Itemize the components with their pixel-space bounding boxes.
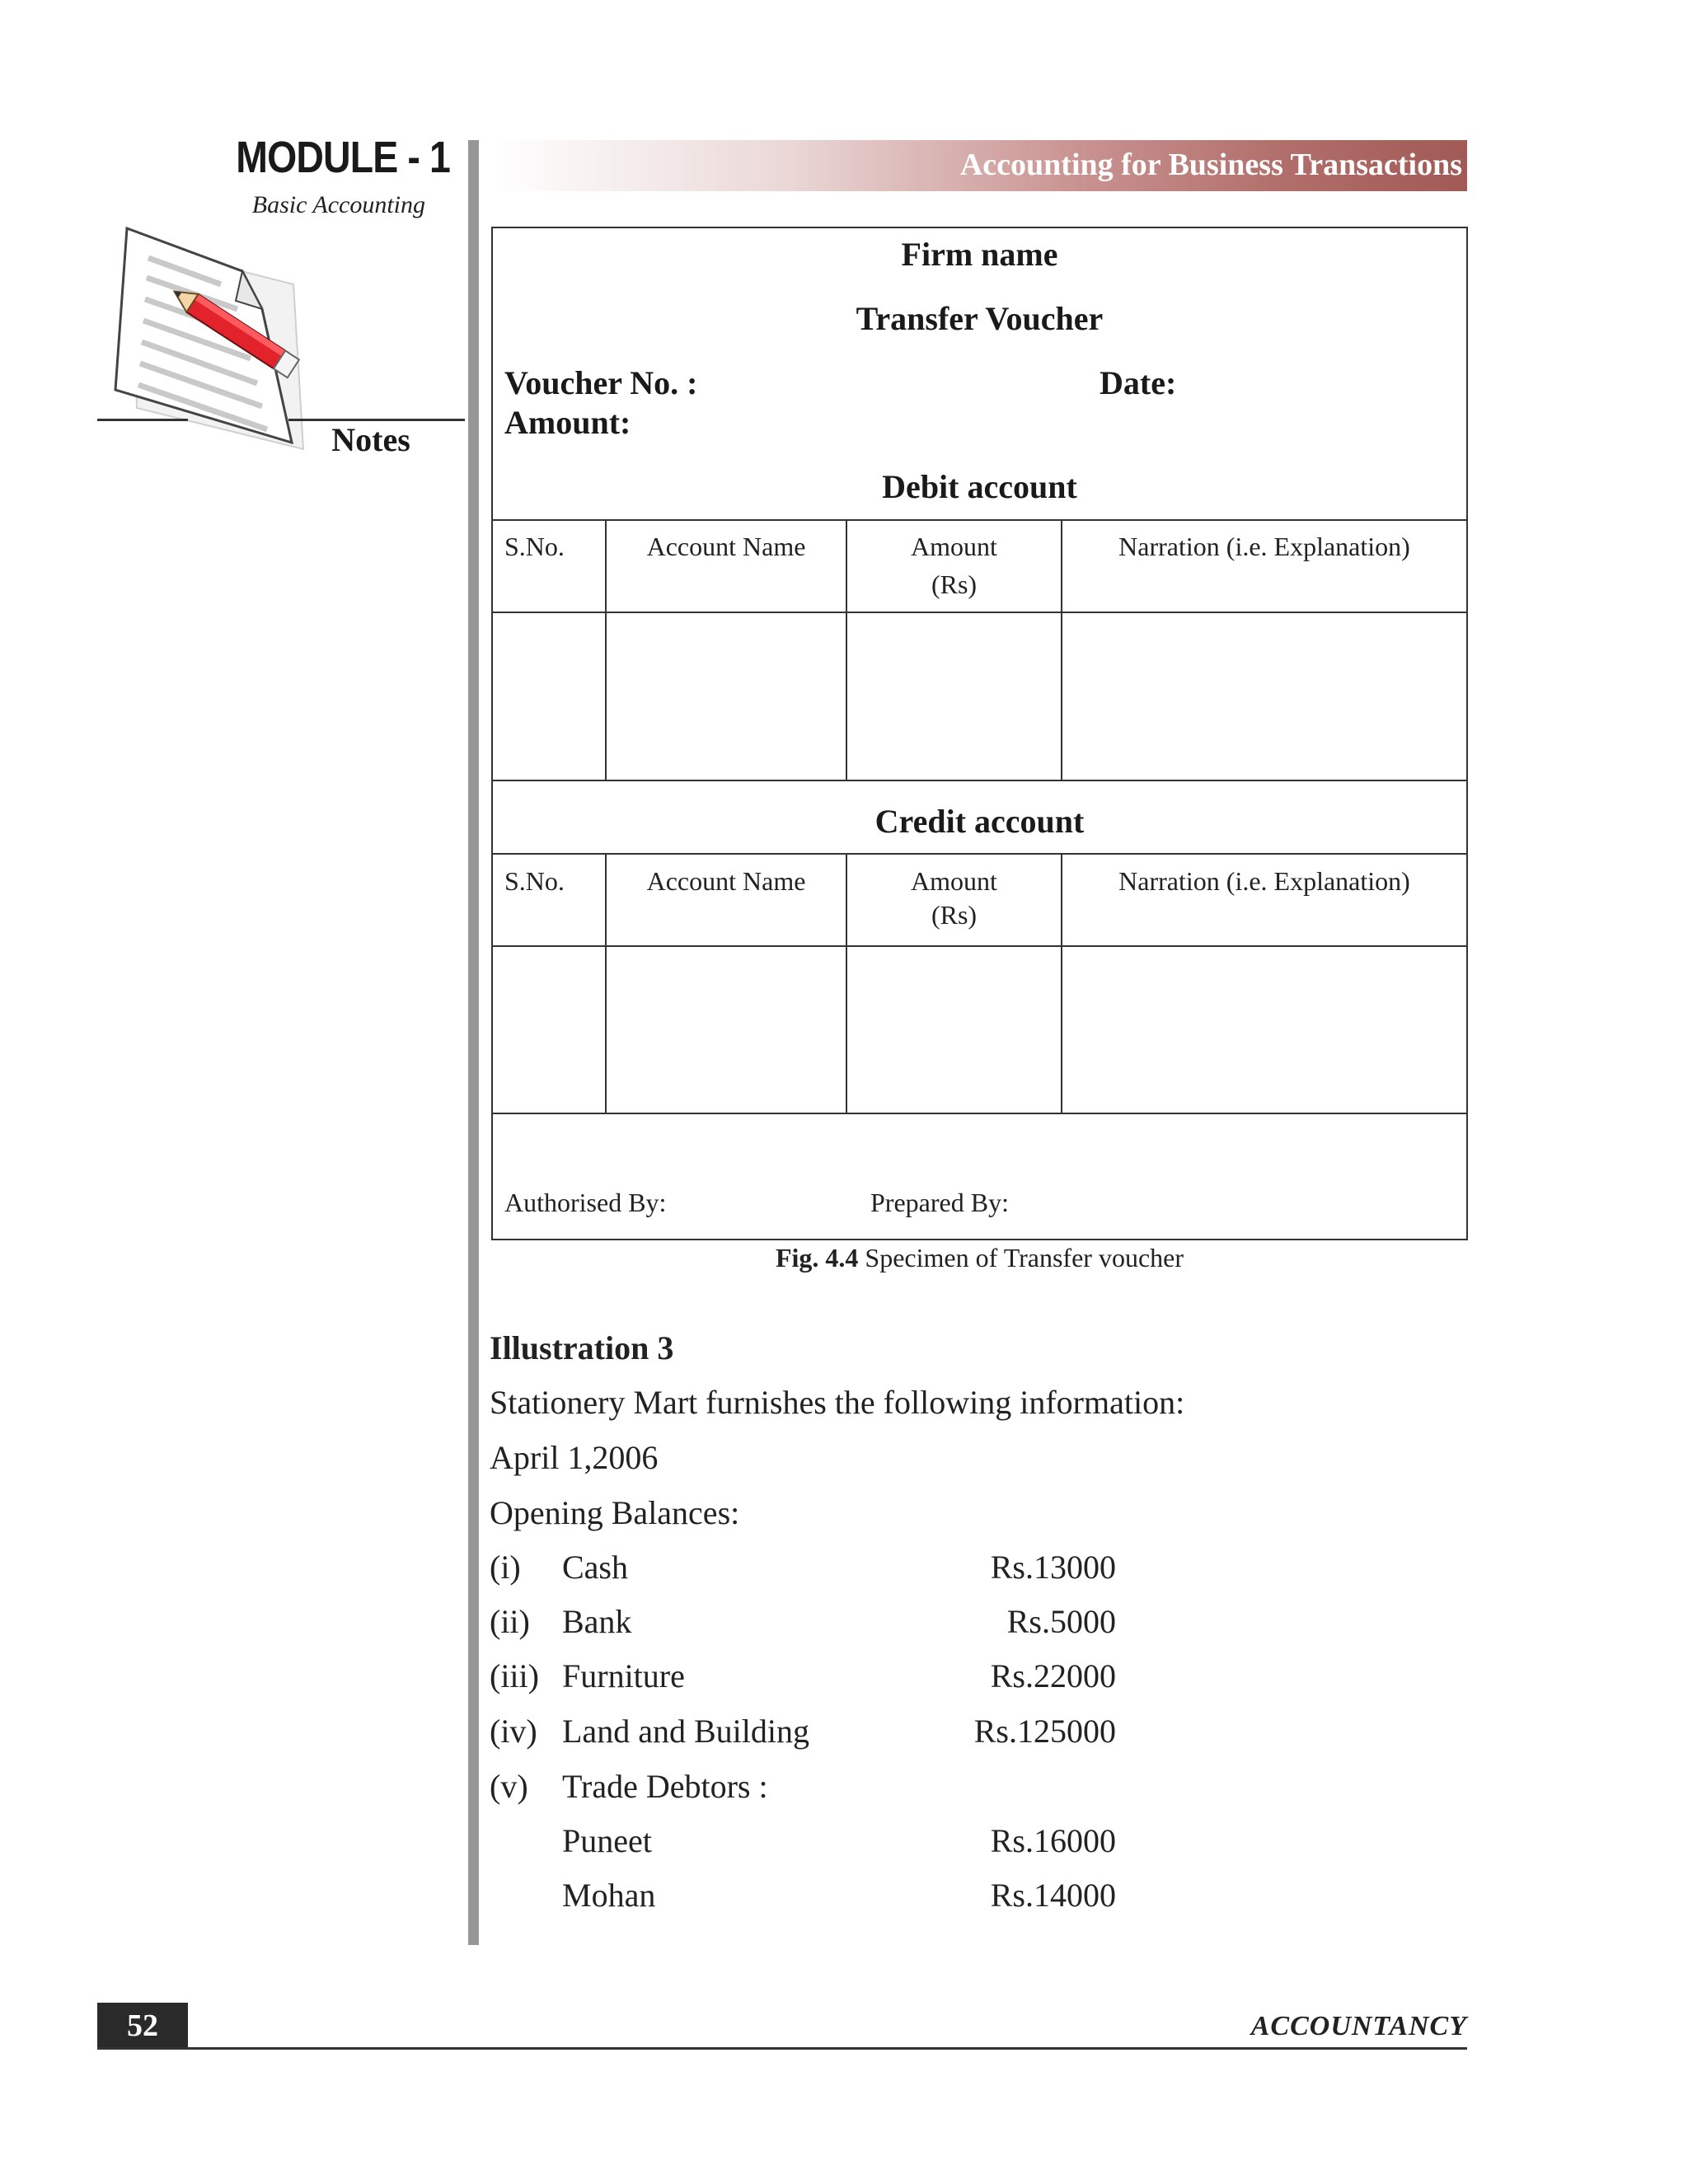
list-item <box>490 1821 1116 1863</box>
balance-label: Cash <box>562 1549 628 1586</box>
balance-number: (iv) <box>490 1713 537 1750</box>
list-item <box>490 1767 1116 1808</box>
figure-number: Fig. 4.4 <box>775 1243 859 1272</box>
firm-name: Firm name <box>901 236 1058 273</box>
margin-divider <box>468 140 479 1945</box>
illustration-intro: Stationery Mart furnishes the following information: <box>490 1384 1185 1421</box>
footer-rule <box>97 2047 1467 2050</box>
page-number: 52 <box>97 2003 188 2049</box>
balance-label: Mohan <box>562 1877 656 1914</box>
credit-col-amount-unit: (Rs) <box>931 900 978 930</box>
balance-label: Furniture <box>562 1657 685 1694</box>
date-label: Date: <box>1100 364 1177 401</box>
notes-label: Notes <box>331 421 410 458</box>
module-title: MODULE - 1 <box>236 133 450 182</box>
debit-bottom-rule <box>493 780 1466 781</box>
debit-col-amount: Amount <box>911 532 997 561</box>
illustration-title: Illustration 3 <box>490 1329 674 1366</box>
balance-number: (iii) <box>490 1657 539 1694</box>
list-item <box>490 1657 1116 1698</box>
balance-label: Land and Building <box>562 1713 809 1750</box>
credit-account-heading: Credit account <box>874 803 1085 840</box>
balance-amount: Rs.16000 <box>990 1822 1116 1859</box>
transfer-voucher-form <box>491 227 1468 1240</box>
notes-pencil-icon <box>97 218 312 457</box>
amount-label: Amount: <box>504 404 631 441</box>
opening-balances-label: Opening Balances: <box>490 1494 740 1531</box>
list-item <box>490 1548 1116 1589</box>
balance-amount: Rs.125000 <box>973 1713 1116 1750</box>
balance-amount: Rs.5000 <box>1006 1603 1116 1640</box>
prepared-by-label: Prepared By: <box>870 1188 1009 1217</box>
debit-col-account-name: Account Name <box>646 532 806 561</box>
debit-top-rule <box>493 519 1466 521</box>
figure-caption-text: Specimen of Transfer voucher <box>865 1243 1184 1272</box>
voucher-no-label: Voucher No. : <box>504 364 698 401</box>
footer-subject: ACCOUNTANCY <box>1250 2011 1467 2041</box>
module-subtitle: Basic Accounting <box>251 191 425 218</box>
illustration-date: April 1,2006 <box>490 1439 659 1476</box>
balance-label: Bank <box>562 1603 632 1640</box>
credit-header-rule <box>493 945 1466 947</box>
balance-amount: Rs.13000 <box>990 1549 1116 1586</box>
voucher-title: Transfer Voucher <box>856 300 1104 337</box>
credit-col-sno: S.No. <box>504 866 565 896</box>
credit-col-narration: Narration (i.e. Explanation) <box>1118 866 1410 896</box>
list-item <box>490 1712 1116 1753</box>
balance-label: Trade Debtors : <box>562 1768 768 1805</box>
chapter-header-band <box>491 140 1467 191</box>
balance-amount: Rs.14000 <box>990 1877 1116 1914</box>
list-item <box>490 1876 1116 1917</box>
figure-caption <box>491 1243 1468 1273</box>
authorised-by-label: Authorised By: <box>504 1188 667 1217</box>
balance-amount: Rs.22000 <box>990 1657 1116 1694</box>
debit-header-rule <box>493 612 1466 613</box>
debit-col-amount-unit: (Rs) <box>931 569 978 599</box>
balance-number: (i) <box>490 1549 521 1586</box>
chapter-title: Accounting for Business Transactions <box>959 148 1462 182</box>
credit-top-rule <box>493 853 1466 855</box>
balance-number: (v) <box>490 1768 528 1805</box>
debit-col-narration: Narration (i.e. Explanation) <box>1118 532 1410 561</box>
credit-col-amount: Amount <box>911 866 997 896</box>
debit-col-sno: S.No. <box>504 532 565 561</box>
balance-label: Puneet <box>562 1822 652 1859</box>
list-item <box>490 1602 1116 1643</box>
debit-account-heading: Debit account <box>882 468 1077 505</box>
credit-col-account-name: Account Name <box>646 866 806 896</box>
notes-rule-left <box>97 419 188 421</box>
balance-number: (ii) <box>490 1603 530 1640</box>
credit-bottom-rule <box>493 1113 1466 1114</box>
